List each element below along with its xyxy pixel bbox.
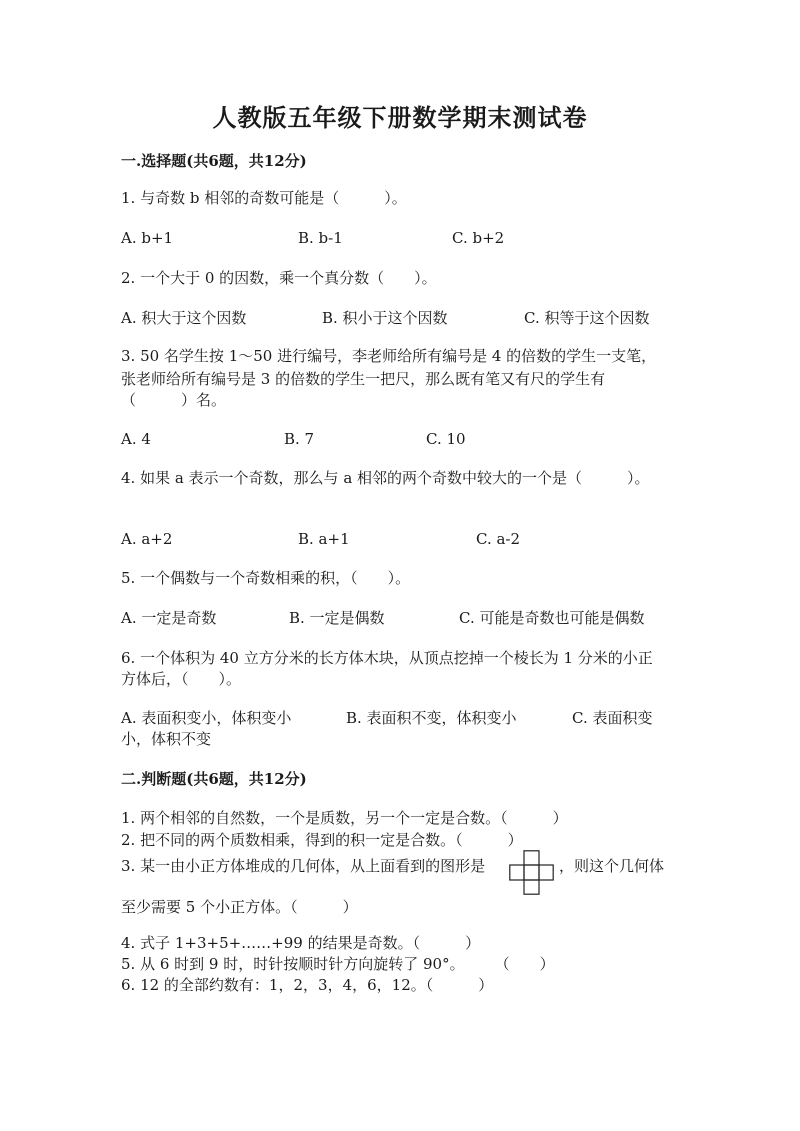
- question-6-option-a: A. 表面积变小，体积变小: [121, 709, 292, 727]
- question-5-option-c: C. 可能是奇数也可能是偶数: [459, 609, 645, 627]
- question-3-stem-line2: 张老师给所有编号是 3 的倍数的学生一把尺，那么既有笔又有尺的学生有: [121, 370, 606, 388]
- question-5-stem: 5. 一个偶数与一个奇数相乘的积，（ ）。: [121, 569, 411, 587]
- question-1-option-a: A. b+1: [121, 229, 174, 247]
- question-4-option-c: C. a-2: [476, 530, 521, 548]
- question-2-option-b: B. 积小于这个因数: [322, 309, 448, 327]
- question-6-option-c: C. 表面积变: [572, 709, 653, 727]
- question-3-option-b: B. 7: [284, 430, 315, 448]
- question-2-option-a: A. 积大于这个因数: [121, 309, 247, 327]
- section-heading-choice: 一.选择题(共6题，共12分): [121, 152, 307, 170]
- judgement-item-3-part2: ，则这个几何体: [559, 857, 665, 875]
- question-3-option-c: C. 10: [426, 430, 466, 448]
- judgement-item-4: 4. 式子 1+3+5+……+99 的结果是奇数。（ ）: [121, 934, 481, 952]
- question-6-stem-line2: 方体后，（ ）。: [121, 670, 242, 688]
- page-title: 人教版五年级下册数学期末测试卷: [212, 103, 588, 132]
- cross-shape-figure: [509, 850, 554, 895]
- question-3-stem-line1: 3. 50 名学生按 1～50 进行编号，李老师给所有编号是 4 的倍数的学生一支笔，: [121, 347, 657, 365]
- question-4-option-a: A. a+2: [121, 530, 173, 548]
- question-6-option-b: B. 表面积不变，体积变小: [346, 709, 517, 727]
- judgement-item-5: 5. 从 6 时到 9 时，时针按顺时针方向旋转了 90°。 （ ）: [121, 955, 555, 973]
- judgement-item-3-part3: 至少需要 5 个小正方体。（ ）: [121, 898, 358, 916]
- question-1-option-c: C. b+2: [452, 229, 505, 247]
- question-4-stem: 4. 如果 a 表示一个奇数，那么与 a 相邻的两个奇数中较大的一个是（ ）。: [121, 469, 650, 487]
- judgement-item-6: 6. 12 的全部约数有：1，2，3，4，6，12。（ ）: [121, 976, 494, 994]
- judgement-item-3-part1: 3. 某一由小正方体堆成的几何体，从上面看到的图形是: [121, 857, 486, 875]
- section-heading-judgement: 二.判断题(共6题，共12分): [121, 770, 307, 788]
- question-6-option-c-continued: 小，体积不变: [121, 730, 212, 748]
- question-1-option-b: B. b-1: [298, 229, 343, 247]
- question-2-stem: 2. 一个大于 0 的因数，乘一个真分数（ ）。: [121, 269, 437, 287]
- judgement-item-1: 1. 两个相邻的自然数，一个是质数，另一个一定是合数。（ ）: [121, 809, 568, 827]
- question-3-stem-line3: （ ）名。: [121, 391, 227, 409]
- judgement-item-2: 2. 把不同的两个质数相乘，得到的积一定是合数。（ ）: [121, 831, 523, 849]
- question-4-option-b: B. a+1: [298, 530, 350, 548]
- question-1-stem: 1. 与奇数 b 相邻的奇数可能是（ ）。: [121, 189, 407, 207]
- question-5-option-b: B. 一定是偶数: [289, 609, 385, 627]
- question-3-option-a: A. 4: [121, 430, 151, 448]
- question-5-option-a: A. 一定是奇数: [121, 609, 217, 627]
- question-6-stem-line1: 6. 一个体积为 40 立方分米的长方体木块，从顶点挖掉一个棱长为 1 分米的小正: [121, 649, 653, 667]
- question-2-option-c: C. 积等于这个因数: [524, 309, 650, 327]
